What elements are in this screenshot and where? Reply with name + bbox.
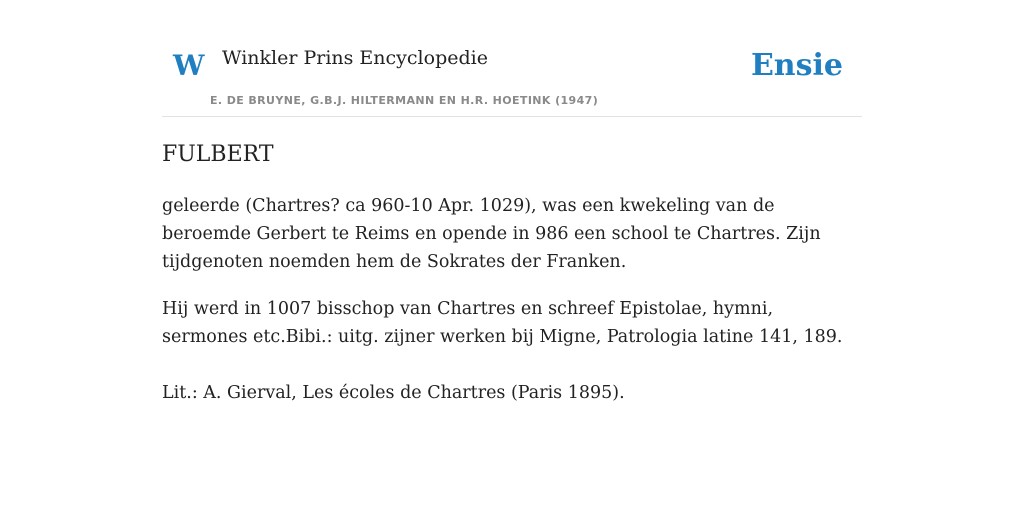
article [162,139,862,426]
article-paragraph: Hij werd in 1007 bisschop van Chartres en schreef Epistolae, hymni, sermones etc.Bibi.: uitg. zijner werken bij Migne, Patrologia latine 141, 189. [162,299,843,347]
publication-authors: E. DE BRUYNE, G.B.J. HILTERMANN EN H.R. HOETINK (1947) [210,94,599,107]
article-headword: FULBERT [162,142,274,167]
ensie-brand-link[interactable]: Ensie [750,48,843,83]
winkler-prins-logo[interactable]: W [173,49,205,82]
publication-title[interactable]: Winkler Prins Encyclopedie [222,47,488,69]
article-literature: Lit.: A. Gierval, Les écoles de Chartres (Paris 1895). [162,383,625,403]
article-paragraph: geleerde (Chartres? ca 960-10 Apr. 1029), was een kwekeling van de beroemde Gerbert te Reims en opende in 986 een school te Chartres. Zijn tijdgenoten noemden hem de Sokrates der Franken. [162,196,821,272]
publication-header [162,40,862,117]
